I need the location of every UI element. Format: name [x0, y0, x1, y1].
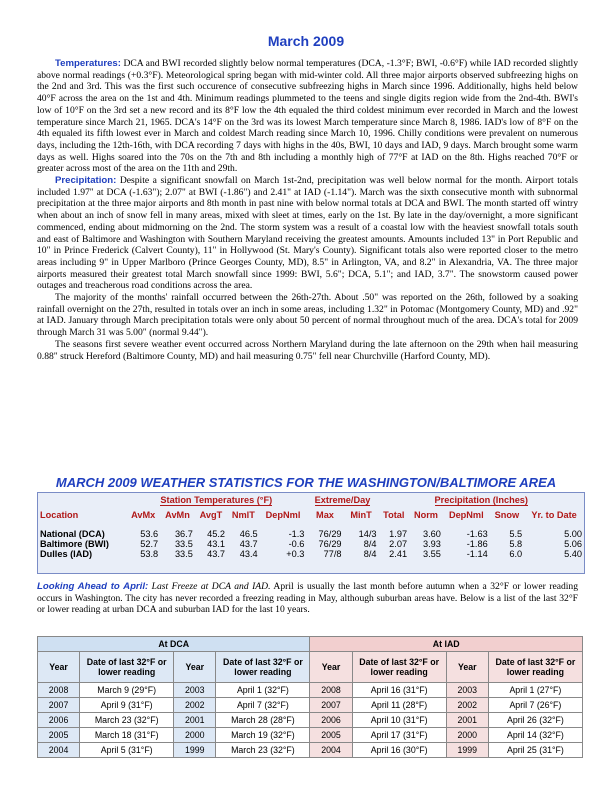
cell: 2.07 — [389, 539, 408, 549]
cell: 2007 — [310, 698, 352, 713]
cell: 2003 — [174, 683, 216, 698]
cell: 1999 — [174, 743, 216, 758]
cell: 46.5 — [239, 529, 258, 539]
temperature-group-header: Station Temperatures (°F) — [160, 495, 273, 505]
table-row — [38, 549, 584, 559]
col-avmn: AvMn — [165, 510, 190, 520]
precipitation-text: Despite a significant snowfall on March 1st-2nd, precipitation was well below normal for the month. Airport totals included 1.97" at DCA (-1.63"); 2.07" at BWI (-1.86") and 2.41" at IAD (-1.14"). March was the sixth consecutive month with subnormal precipitation at the three major airports and 8th month in past nine with below normal totals at DCA and BWI. The month started off wintry when about an inch of snow fell in many areas, mixed with sleet at times, early on the 1st. By late in the day/overnight, a more significant commenced, ending about midmorning on the 2nd. The storm system was a result of a coastal low with the heaviest snowfall totals south and east of Baltimore and Washington with Southern Maryland receiving the greatest amounts. Amounts included 13" in Port Republic and 10" in Prince Frederick (Calvert County), 11" in Hollywood (St. Mary's County). Significant totals also were reported closer to the metro areas including 9" in Upper Marlboro (Prince Georges County, MD), 8.5" in Arlington, VA, and 8.2" in Alexandria, VA. The three major airports measured their greatest total March snowfall since 1999: BWI, 5.6"; DCA, 5.1"; and IAD, 3.7". The snowstorm caused power outages and treacherous road conditions across the area. — [37, 175, 578, 292]
cell: 1.97 — [389, 529, 408, 539]
cell: March 23 (32°F) — [80, 713, 174, 728]
stats-table — [38, 493, 584, 559]
cell: April 1 (32°F) — [216, 683, 310, 698]
cell: 45.2 — [207, 529, 226, 539]
looking-ahead-lead: Looking Ahead to April: — [37, 581, 149, 592]
date-header: Date of last 32°F or lower reading — [488, 652, 582, 683]
cell: April 16 (30°F) — [352, 743, 446, 758]
cell: 2002 — [446, 698, 488, 713]
stats-table-box — [37, 492, 585, 574]
cell: 53.8 — [140, 549, 159, 559]
cell: 76/29 — [318, 529, 342, 539]
col-ytd: Yr. to Date — [531, 510, 577, 520]
cell: 43.7 — [239, 539, 258, 549]
cell: 6.0 — [509, 549, 523, 559]
cell: April 1 (27°F) — [488, 683, 582, 698]
severe-weather-paragraph: The seasons first severe weather event occurred across Northern Maryland during the late afternoon on the 29th when hail measuring 0.88" struck Hereford (Baltimore County, MD) and hail measuring 0.75" fell near Churchville (Harford County, MD). — [37, 338, 578, 362]
cell: 43.4 — [239, 549, 258, 559]
cell: 2001 — [446, 713, 488, 728]
cell: 2006 — [38, 713, 80, 728]
cell: 5.5 — [509, 529, 523, 539]
precip-group-header: Precipitation (Inches) — [434, 495, 528, 505]
date-header: Date of last 32°F or lower reading — [80, 652, 174, 683]
station-name: Baltimore (BWI) — [40, 539, 109, 549]
looking-ahead-paragraph — [37, 581, 578, 616]
year-header: Year — [446, 652, 488, 683]
cell: April 17 (31°F) — [352, 728, 446, 743]
cell: 77/8 — [323, 549, 342, 559]
col-mint: MinT — [350, 510, 372, 520]
table-row — [38, 539, 584, 549]
cell: 8/4 — [363, 539, 377, 549]
cell: March 19 (32°F) — [216, 728, 310, 743]
cell: March 28 (28°F) — [216, 713, 310, 728]
cell: 53.6 — [140, 529, 159, 539]
cell: April 7 (26°F) — [488, 698, 582, 713]
temperatures-paragraph — [37, 58, 578, 175]
looking-ahead-text: April is usually the last month before autumn when a 32°F or lower reading occurs in Washington. The city has never recorded a freezing reading in May, although suburban areas have. Below is a list of the last 32°F or lower reading at urban DCA and suburban IAD for the last 10 years. — [37, 581, 579, 616]
cell: 3.93 — [423, 539, 441, 549]
table-row — [38, 713, 583, 728]
date-header: Date of last 32°F or lower reading — [216, 652, 310, 683]
cell: 33.5 — [174, 549, 193, 559]
cell: April 9 (31°F) — [80, 698, 174, 713]
cell: April 14 (32°F) — [488, 728, 582, 743]
cell: 2000 — [446, 728, 488, 743]
cell: 36.7 — [174, 529, 193, 539]
col-total: Total — [383, 510, 405, 520]
cell: April 25 (31°F) — [488, 743, 582, 758]
cell: 52.7 — [140, 539, 159, 549]
cell: 1999 — [446, 743, 488, 758]
year-header: Year — [174, 652, 216, 683]
cell: 2006 — [310, 713, 352, 728]
table-row — [38, 698, 583, 713]
cell: 2004 — [38, 743, 80, 758]
temperatures-text: DCA and BWI recorded slightly below normal temperatures (DCA, -1.3°F; BWI, -0.6°F) while IAD recorded slightly above normal readings (+0.3°F). Meteorological spring began with mid-winter cold. All three major airports observed subfreezing highs on the 2nd and 3rd. This was the first such occurence of consecutive subfreezing highs in March since 1996. Additionally, highs held below 40°F across the area on the 1st and 4th. Minimum readings plummeted to the teens and single digits region wide from the 2nd-4th. BWI's low of 10°F on the 3rd set a new record and its 8°F low the 4th equaled the third coldest minimum ever recorded in March and the lowest temperature since March 21, 1965. DCA's 14°F on the 3rd was its lowest March temperature since March 8, 1986. IAD's low of 8°F on the 4th equaled its fifth lowest ever in March and coldest March reading since March 10, 1996. Chilly conditions were prevalent on numerous days, including the 12th-16th, with DCA recording 7 days with highs in the 40s, BWI, 10 days and IAD, 9 days. March brought some warm days as well. Highs soared into the 70s on the 7th and 8th including a monthly high of 77°F at IAD on the 8th. Highs reached 70°F or greater across most of the area on the 11th and 29th. — [37, 58, 578, 175]
table-row — [38, 728, 583, 743]
page-title: March 2009 — [267, 33, 345, 49]
looking-ahead-subtitle: Last Freeze at DCA and IAD. — [148, 581, 271, 592]
cell: April 16 (31°F) — [352, 683, 446, 698]
cell: -1.14 — [466, 549, 488, 559]
cell: April 5 (31°F) — [80, 743, 174, 758]
cell: March 23 (32°F) — [216, 743, 310, 758]
iad-header: At IAD — [310, 637, 583, 652]
table-row — [38, 743, 583, 758]
cell: 5.00 — [564, 529, 582, 539]
precipitation-paragraph — [37, 175, 578, 292]
col-avgt: AvgT — [199, 510, 223, 520]
col-norm: Norm — [413, 510, 438, 520]
stats-title: MARCH 2009 WEATHER STATISTICS FOR THE WASHINGTON/BALTIMORE AREA — [55, 475, 557, 490]
col-max: Max — [316, 510, 334, 520]
cell: 2000 — [174, 728, 216, 743]
rainfall-paragraph: The majority of the months' rainfall occurred between the 26th-27th. About .50" was reported on the 26th, followed by a soaking rainfall overnight on the 27th, resulted in totals over an inch in some areas, including 1.32" in Potomac (Montgomery County, MD) and .92" at IAD. January through March precipitation totals were only about 50 percent of normal throughout much of the area. DCA's total for 2009 through March 31 was 5.00" (normal 9.44"). — [37, 292, 578, 339]
cell: April 7 (32°F) — [216, 698, 310, 713]
precipitation-lead: Precipitation: — [55, 175, 117, 187]
cell: March 18 (31°F) — [80, 728, 174, 743]
cell: 2001 — [174, 713, 216, 728]
station-name: National (DCA) — [40, 529, 105, 539]
cell: April 26 (32°F) — [488, 713, 582, 728]
cell: 2004 — [310, 743, 352, 758]
table-row — [38, 529, 584, 539]
cell: 2008 — [38, 683, 80, 698]
cell: 2002 — [174, 698, 216, 713]
col-depnml-precip: DepNml — [448, 510, 484, 520]
cell: 3.60 — [423, 529, 441, 539]
cell: 2007 — [38, 698, 80, 713]
cell: +0.3 — [286, 549, 305, 559]
cell: 43.1 — [207, 539, 226, 549]
col-location: Location — [40, 510, 79, 520]
cell: 3.55 — [423, 549, 441, 559]
cell: April 10 (31°F) — [352, 713, 446, 728]
cell: 43.7 — [207, 549, 226, 559]
col-nmlt: NmlT — [231, 510, 255, 520]
cell: 2003 — [446, 683, 488, 698]
cell: -1.86 — [466, 539, 488, 549]
temperatures-lead: Temperatures: — [55, 58, 121, 69]
cell: 5.06 — [564, 539, 582, 549]
cell: 33.5 — [174, 539, 193, 549]
cell: April 11 (28°F) — [352, 698, 446, 713]
cell: 8/4 — [363, 549, 377, 559]
last-freeze-table — [37, 636, 583, 758]
cell: -0.6 — [288, 539, 305, 549]
cell: 2005 — [38, 728, 80, 743]
cell: 2005 — [310, 728, 352, 743]
col-depnml-temp: DepNml — [265, 510, 301, 520]
cell: 2.41 — [389, 549, 408, 559]
cell: 76/29 — [318, 539, 342, 549]
cell: 5.40 — [564, 549, 582, 559]
cell: 5.8 — [509, 539, 523, 549]
col-avmx: AvMx — [131, 510, 156, 520]
narrative — [37, 58, 578, 362]
date-header: Date of last 32°F or lower reading — [352, 652, 446, 683]
cell: 14/3 — [358, 529, 377, 539]
year-header: Year — [38, 652, 80, 683]
station-name: Dulles (IAD) — [40, 549, 93, 559]
cell: 2008 — [310, 683, 352, 698]
table-row — [38, 683, 583, 698]
cell: -1.3 — [288, 529, 305, 539]
col-snow: Snow — [494, 510, 520, 520]
dca-header: At DCA — [38, 637, 310, 652]
cell: March 9 (29°F) — [80, 683, 174, 698]
extreme-group-header: Extreme/Day — [314, 495, 371, 505]
year-header: Year — [310, 652, 352, 683]
cell: -1.63 — [466, 529, 488, 539]
